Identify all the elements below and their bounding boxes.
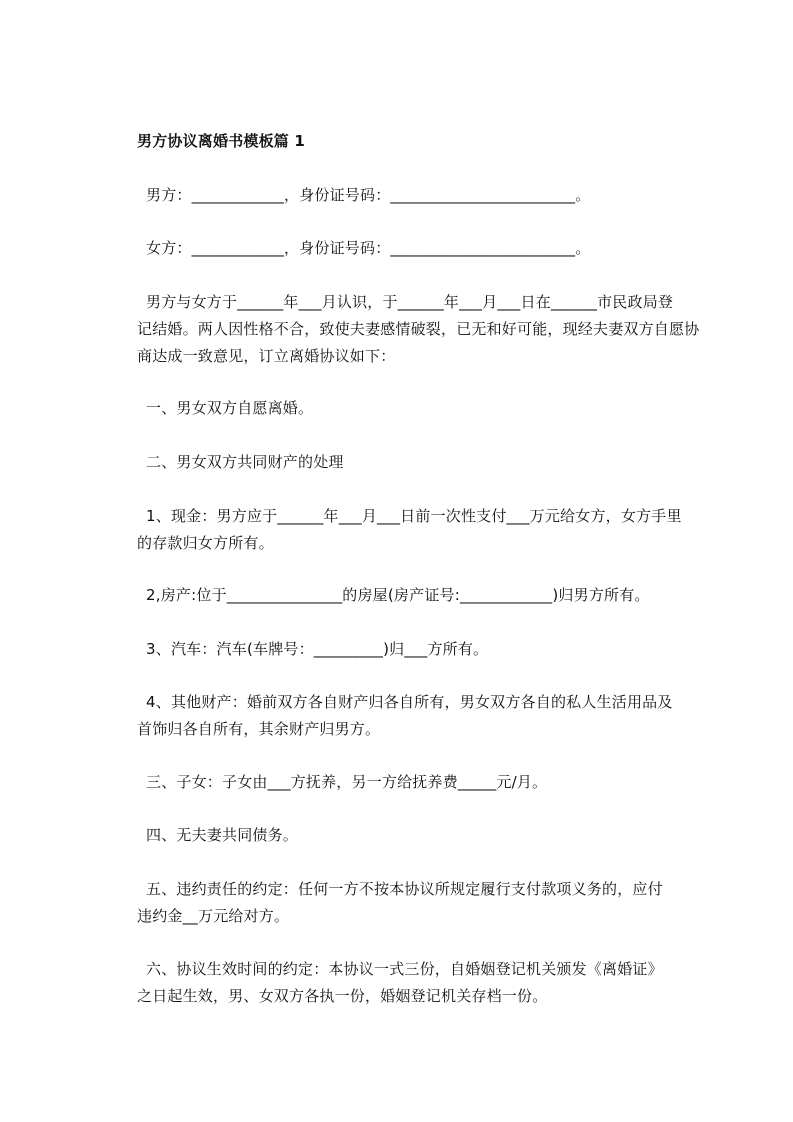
clause-two: 二、男女双方共同财产的处理 (146, 453, 344, 471)
paragraph-intro-line-3: 商达成一致意见，订立离婚协议如下： (137, 347, 396, 365)
clause-four: 四、无夫妻共同债务。 (146, 826, 299, 844)
clause-three: 三、子女：子女由___方抚养，另一方给抚养费_____元/月。 (146, 773, 548, 791)
other-property-line-2: 首饰归各自所有，其余财产归男方。 (137, 720, 381, 738)
cash-item-line-1: 1、现金：男方应于______年___月___日前一次性支付___万元给女方，女方手里 (146, 507, 682, 525)
cash-item-line-2: 的存款归女方所有。 (137, 534, 274, 552)
female-party-line: 女方：____________，身份证号码：________________________。 (146, 239, 591, 257)
paragraph-intro-line-2: 记结婚。两人因性格不合，致使夫妻感情破裂，已无和好可能，现经夫妻双方自愿协 (137, 320, 700, 338)
male-party-line: 男方：____________，身份证号码：________________________。 (146, 186, 591, 204)
paragraph-intro-line-1: 男方与女方于______年___月认识，于______年___月___日在______市民政局登 (146, 293, 674, 311)
other-property-line-1: 4、其他财产：婚前双方各自财产归各自所有，男女双方各自的私人生活用品及 (146, 693, 673, 711)
clause-six-line-1: 六、协议生效时间的约定：本协议一式三份，自婚姻登记机关颁发《离婚证》 (146, 960, 663, 978)
clause-one: 一、男女双方自愿离婚。 (146, 399, 314, 417)
house-item: 2,房产:位于_______________的房屋(房产证号:____________)归男方所有。 (146, 586, 650, 604)
clause-five-line-1: 五、违约责任的约定：任何一方不按本协议所规定履行支付款项义务的，应付 (146, 880, 663, 898)
clause-five-line-2: 违约金__万元给对方。 (137, 907, 290, 925)
document-title: 男方协议离婚书模板篇 1 (137, 132, 306, 150)
car-item: 3、汽车：汽车(车牌号：_________)归___方所有。 (146, 640, 489, 658)
clause-six-line-2: 之日起生效，男、女双方各执一份，婚姻登记机关存档一份。 (137, 987, 548, 1005)
